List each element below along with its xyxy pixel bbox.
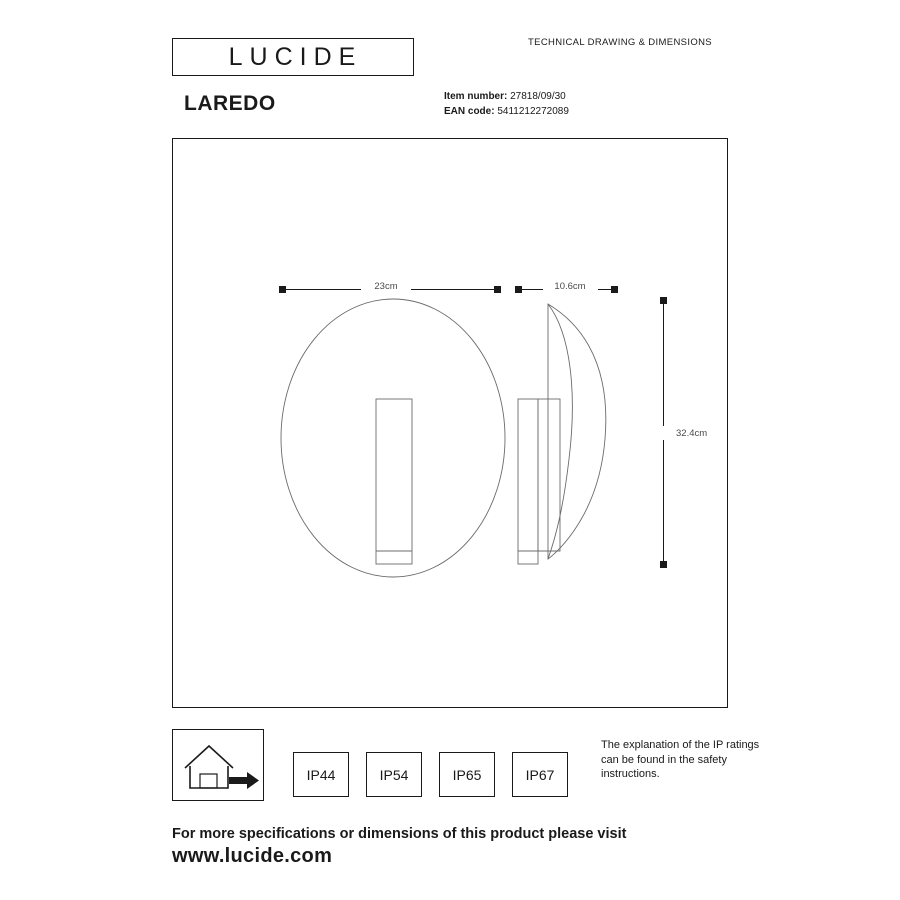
technical-drawing-frame bbox=[172, 138, 728, 708]
dim-marker bbox=[279, 286, 286, 293]
ean-code-value: 5411212272089 bbox=[497, 106, 569, 117]
footer-text: For more specifications or dimensions of this product please visit bbox=[172, 826, 627, 842]
ean-code-label: EAN code: bbox=[444, 106, 495, 117]
ip-rating-ip54 bbox=[366, 752, 422, 797]
item-number-value: 27818/09/30 bbox=[510, 91, 566, 102]
page-title: LAREDO bbox=[184, 92, 276, 115]
brand-logo-text: LUCIDE bbox=[228, 42, 363, 71]
dim-label-width-front: 23cm bbox=[374, 281, 398, 292]
dim-label-depth-side: 10.6cm bbox=[554, 281, 586, 292]
document-type-title: TECHNICAL DRAWING & DIMENSIONS bbox=[528, 37, 712, 48]
front-view-shade-ellipse bbox=[281, 299, 505, 577]
ean-code bbox=[444, 106, 569, 117]
indoor-outdoor-icon-box bbox=[172, 729, 264, 801]
front-view-body bbox=[376, 399, 412, 564]
ip-rating-ip44 bbox=[293, 752, 349, 797]
dim-marker bbox=[611, 286, 618, 293]
dim-label-height: 32.4cm bbox=[676, 428, 708, 439]
dim-marker bbox=[660, 297, 667, 304]
item-number bbox=[444, 91, 566, 102]
brand-logo bbox=[172, 38, 414, 76]
technical-drawing bbox=[173, 139, 727, 707]
ip-ratings-note: The explanation of the IP ratings can be found in the safety instructions. bbox=[601, 739, 760, 780]
side-view-wall-plate bbox=[518, 399, 538, 564]
ip-rating-ip65 bbox=[439, 752, 495, 797]
ip-rating-label: IP65 bbox=[452, 766, 482, 783]
ip-rating-label: IP44 bbox=[306, 766, 336, 783]
ip-rating-label: IP67 bbox=[525, 766, 555, 783]
page-header bbox=[0, 0, 900, 130]
side-view-shade-profile bbox=[548, 304, 606, 559]
arrow-right-icon bbox=[229, 772, 259, 789]
dim-marker bbox=[515, 286, 522, 293]
item-number-label: Item number: bbox=[444, 91, 508, 102]
dim-marker bbox=[660, 561, 667, 568]
house-icon bbox=[173, 730, 263, 800]
ip-rating-label: IP54 bbox=[379, 766, 409, 783]
ip-rating-ip67 bbox=[512, 752, 568, 797]
dim-marker bbox=[494, 286, 501, 293]
footer-website-link[interactable]: www.lucide.com bbox=[172, 845, 333, 867]
